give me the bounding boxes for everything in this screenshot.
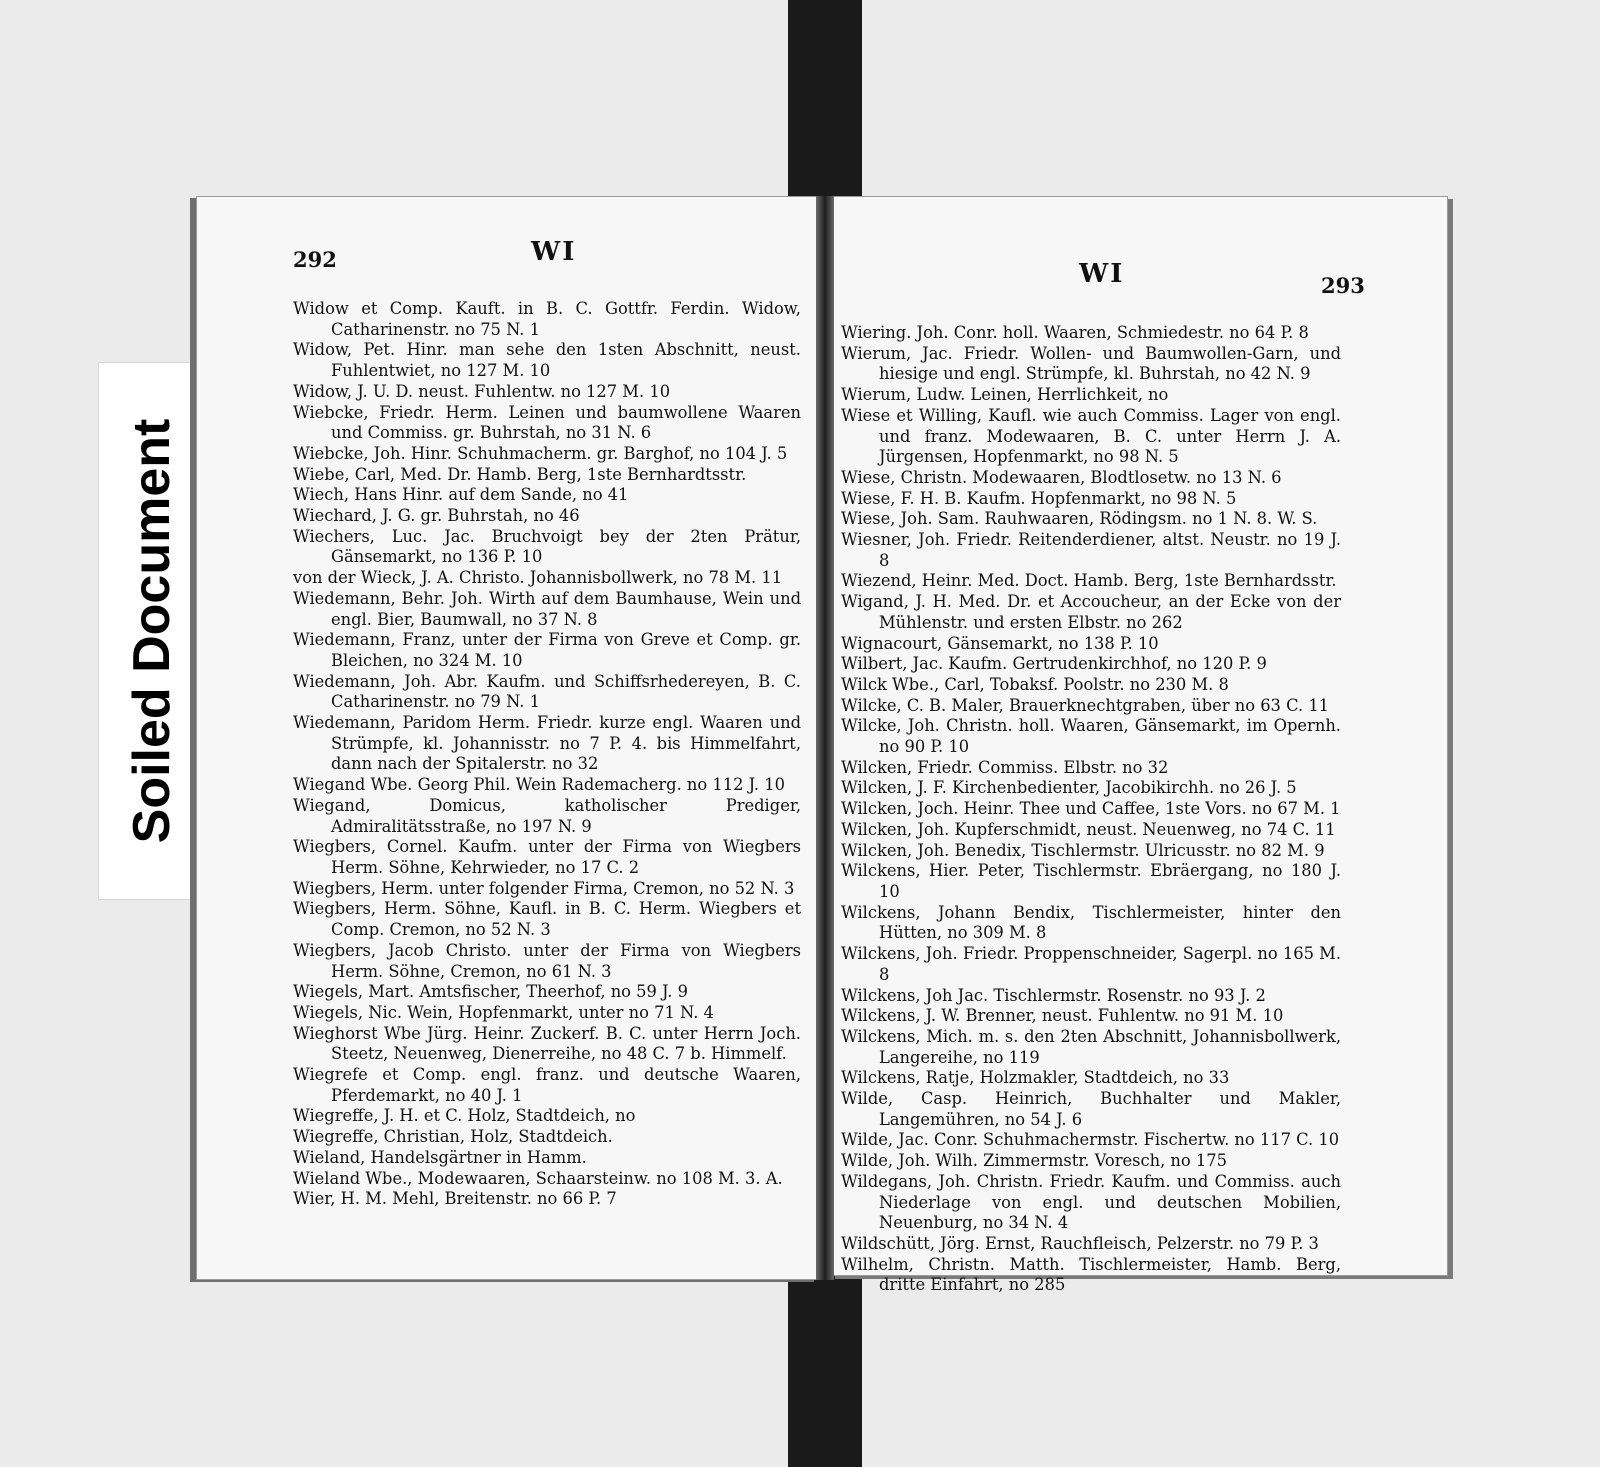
directory-entry: Wilbert, Jac. Kaufm. Gertrudenkirchhof, no 120 P. 9 [841,654,1267,674]
directory-entry: Wilckens, J. W. Brenner, neust. Fuhlentw. no 91 M. 10 [841,1006,1284,1026]
directory-entry: Wilcken, Friedr. Commiss. Elbstr. no 32 [841,757,1169,777]
directory-entry: Wilckens, Hier. Peter, Tischlermstr. Ebräergang, no 180 J. 10 [841,861,1341,901]
directory-entry: Wigand, J. H. Med. Dr. et Accoucheur, an der Ecke von der Mühlenstr. und ersten Elbstr. no 262 [841,592,1341,632]
directory-entry: Wieland, Handelsgärtner in Hamm. [293,1147,587,1167]
directory-entry: Wilcke, C. B. Maler, Brauerknechtgraben, über no 63 C. 11 [841,695,1330,715]
directory-entry: Wierum, Jac. Friedr. Wollen- und Baumwollen-Garn, und hiesige und engl. Strümpfe, kl. Buhrstah, no 42 N. 9 [841,343,1341,384]
directory-entry: Wildegans, Joh. Christn. Friedr. Kaufm. und Commiss. auch Niederlage von engl. und deutschen Mobilien, Neuenburg, no 34 N. 4 [841,1171,1341,1233]
directory-entry: Wiegreffe, Christian, Holz, Stadtdeich. [293,1127,613,1147]
directory-entry: Wiese et Willing, Kaufl. wie auch Commiss. Lager von engl. und franz. Modewaaren, B. C. unter Herrn J. A. Jürgensen, Hopfenmarkt, no 98 N. 5 [841,405,1341,467]
directory-entry: Wiese, Christn. Modewaaren, Blodtlosetw. no 13 N. 6 [841,467,1282,487]
directory-entry: Wiebcke, Joh. Hinr. Schuhmacherm. gr. Barghof, no 104 J. 5 [293,443,788,463]
directory-entry: Wiebe, Carl, Med. Dr. Hamb. Berg, 1ste Bernhardtsstr. [293,464,747,484]
directory-entry: Wilckens, Johann Bendix, Tischlermeister, hinter den Hütten, no 309 M. 8 [841,902,1341,943]
directory-entry: Wiesner, Joh. Friedr. Reitenderdiener, altst. Neustr. no 19 J. 8 [841,530,1341,570]
directory-entry: Wilcken, Joch. Heinr. Thee und Caffee, 1ste Vors. no 67 M. 1 [841,799,1341,819]
directory-entry: Wiegels, Nic. Wein, Hopfenmarkt, unter no 71 N. 4 [293,1002,714,1022]
directory-entry: Wiegbers, Herm. unter folgender Firma, Cremon, no 52 N. 3 [293,878,795,898]
directory-entry: Wilckens, Joh Jac. Tischlermstr. Rosenstr. no 93 J. 2 [841,985,1266,1005]
directory-entry: Wilckens, Joh. Friedr. Proppenschneider, Sagerpl. no 165 M. 8 [841,944,1341,984]
directory-entries [293,299,801,1210]
directory-entry: Widow et Comp. Kauft. in B. C. Gottfr. Ferdin. Widow, Catharinenstr. no 75 N. 1 [293,299,801,339]
directory-entry: Wiegels, Mart. Amtsfischer, Theerhof, no 59 J. 9 [293,982,689,1002]
directory-entry: Wiebcke, Friedr. Herm. Leinen und baumwollene Waaren und Commiss. gr. Buhrstah, no 31 N. 6 [293,402,801,443]
directory-entry: Wiegrefe et Comp. engl. franz. und deutsche Waaren, Pferdemarkt, no 40 J. 1 [293,1065,801,1105]
directory-entry: Wieghorst Wbe Jürg. Heinr. Zuckerf. B. C. unter Herrn Joch. Steetz, Neuenweg, Dienerreihe, no 48 C. 7 b. Himmelf. [293,1023,801,1064]
directory-entry: Wiedemann, Behr. Joh. Wirth auf dem Baumhause, Wein und engl. Bier, Baumwall, no 37 N. 8 [293,588,801,629]
book-gutter [816,196,834,1280]
directory-entry: Wilcken, Joh. Kupferschmidt, neust. Neuenweg, no 74 C. 11 [841,819,1336,839]
directory-entry: Wilckens, Ratje, Holzmakler, Stadtdeich, no 33 [841,1068,1230,1088]
directory-entry: Wilckens, Mich. m. s. den 2ten Abschnitt, Johannisbollwerk, Langereihe, no 119 [841,1026,1341,1067]
directory-entry: Wilde, Joh. Wilh. Zimmermstr. Voresch, no 175 [841,1151,1227,1171]
directory-entry: Wiegbers, Cornel. Kaufm. unter der Firma von Wiegbers Herm. Söhne, Kehrwieder, no 17 C. 2 [293,837,801,877]
directory-entry: Wiese, Joh. Sam. Rauhwaaren, Rödingsm. no 1 N. 8. W. S. [841,509,1318,529]
directory-entry: Wiech, Hans Hinr. auf dem Sande, no 41 [293,485,629,505]
directory-entry: Wieland Wbe., Modewaaren, Schaarsteinw. no 108 M. 3. A. [293,1168,783,1188]
page-number: 293 [1321,273,1365,298]
left-page [196,196,820,1280]
directory-entry: Wiegbers, Herm. Söhne, Kaufl. in B. C. Herm. Wiegbers et Comp. Cremon, no 52 N. 3 [293,899,801,940]
directory-entry: Wilcke, Joh. Christn. holl. Waaren, Gänsemarkt, im Opernh. no 90 P. 10 [841,716,1341,757]
directory-entry: Wierum, Ludw. Leinen, Herrlichkeit, no [841,385,1169,405]
directory-entry: Wiegand Wbe. Georg Phil. Wein Rademacherg. no 112 J. 10 [293,775,785,795]
directory-entry: Wilcken, J. F. Kirchenbedienter, Jacobikirchh. no 26 J. 5 [841,778,1297,798]
directory-entry: Wiegand, Domicus, katholischer Prediger, Admiralitätsstraße, no 197 N. 9 [293,795,801,836]
directory-entry: Wilde, Jac. Conr. Schuhmachermstr. Fischertw. no 117 C. 10 [841,1130,1340,1150]
directory-entry: Wiegbers, Jacob Christo. unter der Firma von Wiegbers Herm. Söhne, Cremon, no 61 N. 3 [293,940,801,981]
page-number: 292 [293,247,337,272]
soiled-document-tag [98,362,206,900]
directory-entry: Wiese, F. H. B. Kaufm. Hopfenmarkt, no 98 N. 5 [841,488,1237,508]
directory-entry: Widow, Pet. Hinr. man sehe den 1sten Abschnitt, neust. Fuhlentwiet, no 127 M. 10 [293,340,801,381]
directory-entry: Wiedemann, Franz, unter der Firma von Greve et Comp. gr. Bleichen, no 324 M. 10 [293,630,801,670]
directory-entry: Wiedemann, Paridom Herm. Friedr. kurze engl. Waaren und Strümpfe, kl. Johannisstr. no 7 P. 4. bis Himmelfahrt, dann nach der Spitalerstr. no 32 [293,713,801,774]
directory-entry: Wilcken, Joh. Benedix, Tischlermstr. Ulricusstr. no 82 M. 9 [841,840,1325,860]
running-head: WI [1079,259,1125,289]
directory-entries [841,323,1341,1296]
binding-strap-top [788,0,862,215]
directory-entry: von der Wieck, J. A. Christo. Johannisbollwerk, no 78 M. 11 [293,568,783,588]
directory-entry: Wiechard, J. G. gr. Buhrstah, no 46 [293,506,580,526]
directory-entry: Wier, H. M. Mehl, Breitenstr. no 66 P. 7 [293,1189,617,1209]
directory-entry: Wiering. Joh. Conr. holl. Waaren, Schmiedestr. no 64 P. 8 [841,323,1309,342]
directory-entry: Wilde, Casp. Heinrich, Buchhalter und Makler, Langemühren, no 54 J. 6 [841,1089,1341,1129]
directory-entry: Wignacourt, Gänsemarkt, no 138 P. 10 [841,633,1159,653]
directory-entry: Wiechers, Luc. Jac. Bruchvoigt bey der 2ten Prätur, Gänsemarkt, no 136 P. 10 [293,526,801,567]
directory-entry: Wilck Wbe., Carl, Tobaksf. Poolstr. no 230 M. 8 [841,674,1229,694]
directory-entry: Wiegreffe, J. H. et C. Holz, Stadtdeich, no [293,1106,636,1126]
directory-entry: Widow, J. U. D. neust. Fuhlentw. no 127 M. 10 [293,381,671,401]
directory-entry: Wiezend, Heinr. Med. Doct. Hamb. Berg, 1ste Bernhardsstr. [841,571,1337,591]
directory-entry: Wiedemann, Joh. Abr. Kaufm. und Schiffsrhedereyen, B. C. Catharinenstr. no 79 N. 1 [293,671,801,712]
soiled-document-label: Soiled Document [123,418,181,844]
directory-entry: Wilhelm, Christn. Matth. Tischlermeister, Hamb. Berg, dritte Einfahrt, no 285 [841,1254,1341,1295]
right-page [830,196,1448,1295]
directory-entry: Wildschütt, Jörg. Ernst, Rauchfleisch, Pelzerstr. no 79 P. 3 [841,1233,1319,1253]
running-head: WI [531,237,577,267]
